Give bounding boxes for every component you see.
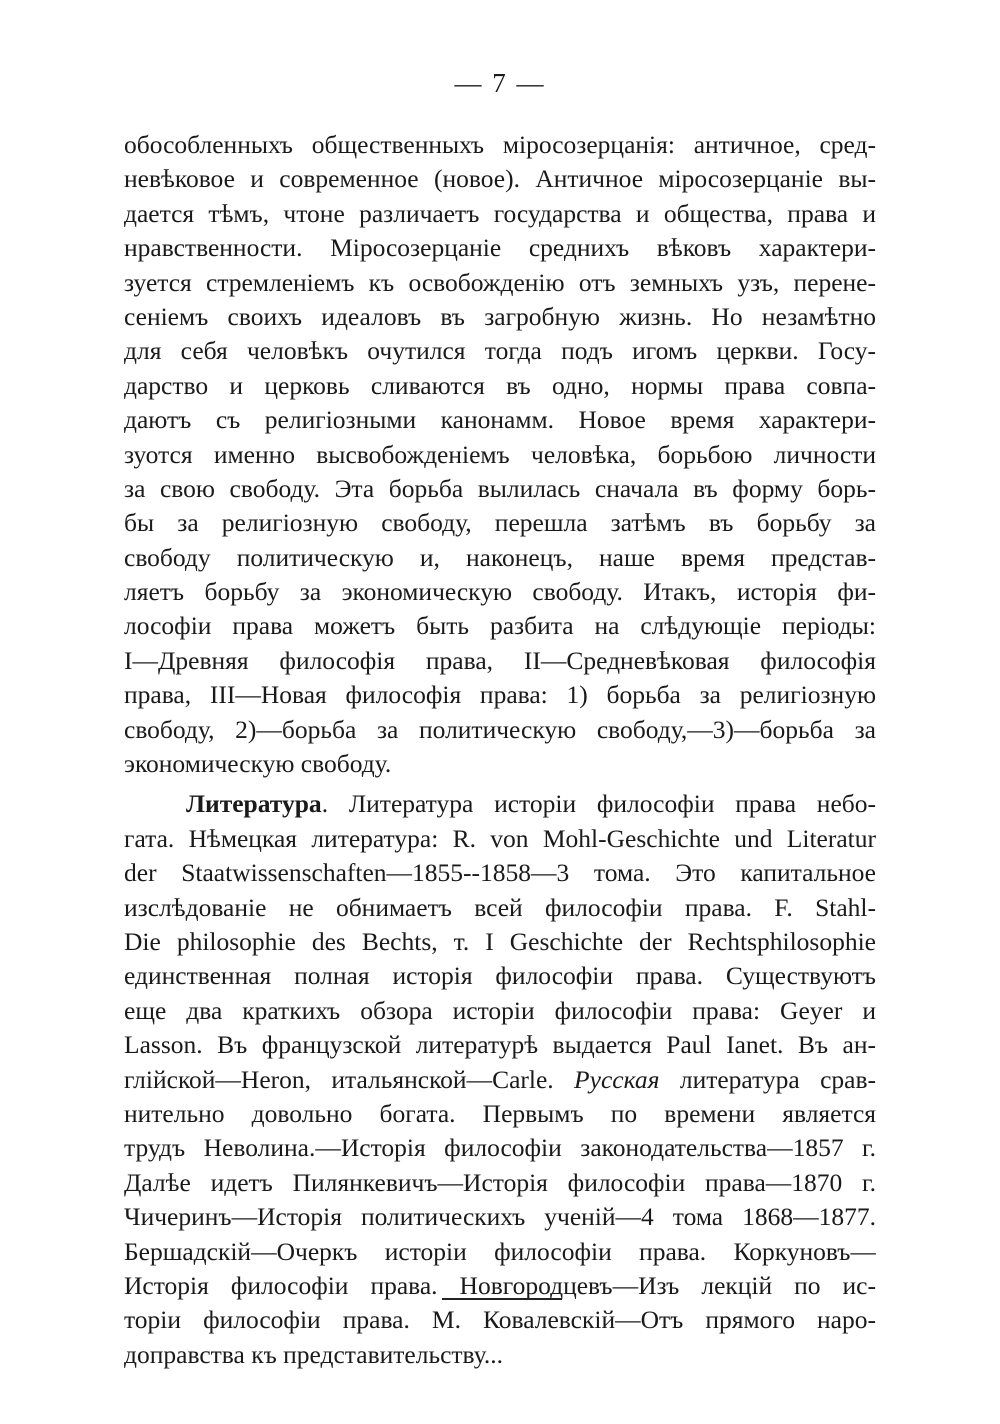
text-fragment: глійской—Heron, итальянской—Carle. <box>124 1064 575 1094</box>
body-text <box>124 128 876 1372</box>
page-number: — 7 — <box>454 68 546 98</box>
text-line: изслѣдованіе не обнимаетъ всей философіи права. F. Stahl- <box>124 892 876 922</box>
text-line: нительно довольно богата. Первымъ по времени является <box>124 1098 876 1128</box>
text-line: бы за религіозную свободу, перешла затѣмъ въ борьбу за <box>124 508 876 538</box>
text-line: Исторія философіи права. Новгородцевъ—Изъ лекцій по ис- <box>124 1270 876 1300</box>
text-line: свободу политическую и, наконецъ, наше время представ- <box>124 542 876 572</box>
text-line: нравственности. Міросозерцаніе среднихъ вѣковъ характери- <box>124 233 876 263</box>
text-line: лософіи права можетъ быть разбита на слѣдующіе періоды: <box>124 611 876 641</box>
end-divider-rule <box>442 1298 562 1300</box>
text-line: дается тѣмъ, чтоне различаетъ государства и общества, права и <box>124 198 876 228</box>
text-line: трудъ Неволина.—Исторія философіи законодательства—1857 г. <box>124 1133 876 1163</box>
text-line: за свою свободу. Эта борьба вылилась сначала въ форму борь- <box>124 473 876 503</box>
text-line: экономическую свободу. <box>124 749 392 779</box>
text-line: единственная полная исторія философіи права. Существуютъ <box>124 961 876 991</box>
text-line-first <box>124 787 876 821</box>
text-line: дарство и церковь сливаются въ одно, нормы права совпа- <box>124 370 876 400</box>
text-line: гата. Нѣмецкая литература: R. von Mohl-Geschichte und Literatur <box>124 823 876 853</box>
text-line: свободу, 2)—борьба за политическую свободу,—3)—борьба за <box>124 714 876 744</box>
text-fragment: . Литература исторіи философіи права небо- <box>321 789 876 819</box>
text-line: еще два краткихъ обзора исторіи философіи права: Geyer и <box>124 995 876 1025</box>
text-line: зуотся именно высвобожденіемъ человѣка, борьбою личности <box>124 439 876 469</box>
paragraph-history-periods <box>124 128 876 781</box>
text-line: зуется стремленіемъ къ освобожденію отъ земныхъ узъ, перене- <box>124 267 876 297</box>
text-line: невѣковое и современное (новое). Античное міросозерцаніе вы- <box>124 164 876 194</box>
text-fragment: литература срав- <box>659 1064 876 1094</box>
paragraph-literature <box>124 787 876 1372</box>
text-line: права, III—Новая философія права: 1) борьба за религіозную <box>124 680 876 710</box>
text-line: торіи философіи права. М. Ковалевскій—Отъ прямого наро- <box>124 1305 876 1335</box>
text-line <box>124 1063 876 1097</box>
text-line: Lasson. Въ французской литературѣ выдается Paul Ianet. Въ ан- <box>124 1030 876 1060</box>
text-line: der Staatwissenschaften—1855--1858—3 тома. Это капитальное <box>124 858 876 888</box>
text-line: ляетъ борьбу за экономическую свободу. Итакъ, исторія фи- <box>124 577 876 607</box>
italic-word: Русская <box>574 1064 660 1094</box>
text-line: для себя человѣкъ очутился тогда подъ игомъ церкви. Госу- <box>124 336 876 366</box>
text-line: Die philosophie des Bechts, т. I Geschichte der Rechtsphilosophie <box>124 926 876 956</box>
text-line: Бершадскій—Очеркъ исторіи философіи права. Коркуновъ— <box>124 1236 876 1266</box>
text-line: обособленныхъ общественныхъ міросозерцанія: античное, сред- <box>124 130 876 159</box>
text-line: Далѣе идетъ Пилянкевичъ—Исторія философіи права—1870 г. <box>124 1167 876 1197</box>
section-heading: Литература <box>186 789 322 819</box>
text-line: Чичеринъ—Исторія политическихъ ученій—4 тома 1868—1877. <box>124 1202 876 1232</box>
text-line: доправства къ представительству... <box>124 1339 504 1369</box>
text-line: сеніемъ своихъ идеаловъ въ загробную жизнь. Но незамѣтно <box>124 301 876 331</box>
text-line: даютъ съ религіозными канонамм. Новое время характери- <box>124 405 876 435</box>
text-line: I—Древняя философія права, II—Средневѣковая философія <box>124 645 876 675</box>
